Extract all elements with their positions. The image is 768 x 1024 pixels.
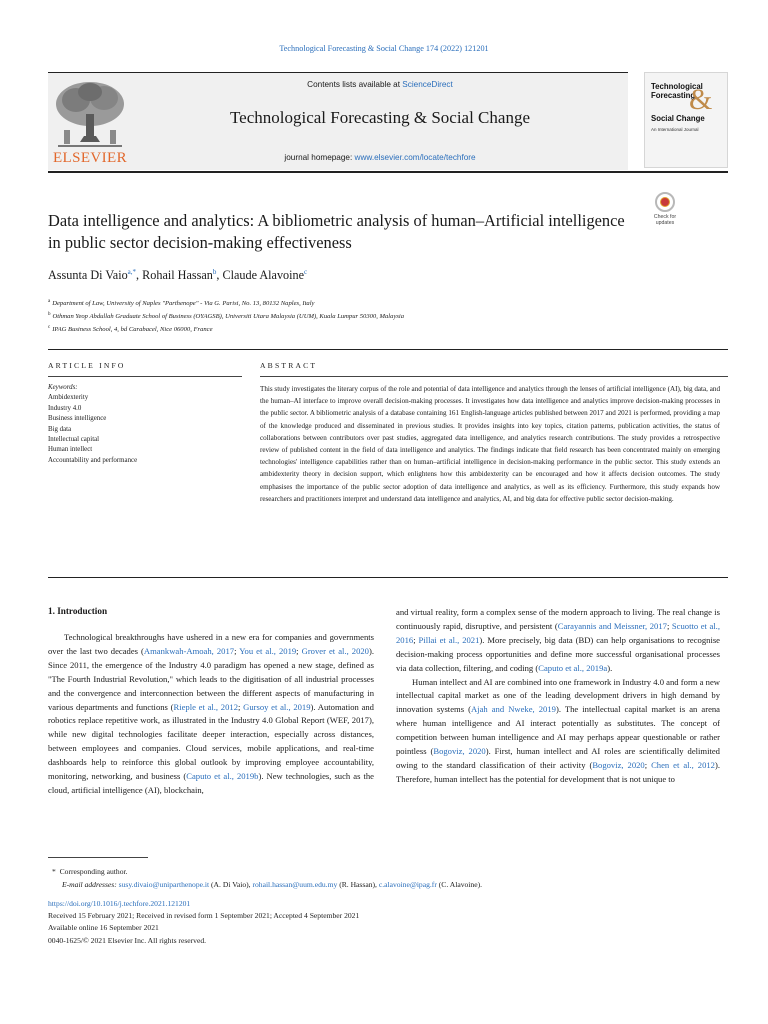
body-column-right (396, 606, 720, 787)
citation-link[interactable]: Chen et al., 2012 (651, 759, 715, 770)
footnotes (52, 865, 732, 891)
author-name[interactable]: Claude Alavoine (222, 268, 305, 282)
intro-paragraph (396, 606, 720, 676)
citation-link[interactable]: Caputo et al., 2019b (186, 771, 259, 782)
email-link[interactable]: c.alavoine@ipag.fr (378, 880, 437, 890)
abstract-rule (260, 376, 728, 377)
intro-paragraph (48, 631, 374, 798)
keyword-item: Ambidexterity (48, 394, 89, 402)
footnote-rule (48, 857, 148, 858)
author-name[interactable]: Rohail Hassan (142, 268, 213, 282)
article-info-rule (48, 376, 242, 377)
available-online: Available online 16 September 2021 (48, 923, 159, 933)
citation-link[interactable]: You et al., 2019 (239, 645, 297, 656)
sciencedirect-link[interactable]: ScienceDirect (402, 80, 453, 89)
citation-link[interactable]: Gursoy et al., 2019 (243, 701, 311, 712)
paragraph-text: ). Since 2011, the emergence of the Industry 4.0 paradigm has opened a new stage, defined as "The Fourth Industrial Revolution," which leads to the digitisation of all industrial processes and the convergence and interconnection between the different aspects of manufacturing in various departments and functions ( (48, 645, 374, 712)
journal-homepage-line (140, 153, 620, 162)
citation-link[interactable]: Amankwah-Amoah, 2017 (143, 645, 235, 656)
cover-ampersand: & (689, 83, 713, 116)
paragraph-text: ; (666, 620, 672, 631)
paragraph-text: Human intellect and AI are combined into one framework in Industry 4.0 and form a new intellectual capital market as one of the leading development drivers in high demand by innovation systems ( (396, 676, 720, 715)
author-name[interactable]: Assunta Di Vaio (48, 268, 128, 282)
intro-paragraph (396, 676, 720, 787)
paragraph-text: and virtual reality, form a complex sense of the modern approach to living. The real change is continuously rapid, disruptive, and persistent ( (396, 607, 720, 631)
journal-homepage-link[interactable]: www.elsevier.com/locate/techfore (354, 153, 476, 162)
cover-title-line-1: Technological (651, 82, 703, 91)
keyword-item: Human intellect (48, 446, 93, 454)
keywords-label: Keywords: (48, 384, 78, 391)
cover-title-line-3: Social Change (651, 114, 705, 123)
paragraph-text: ; (238, 701, 244, 712)
article-info-heading: ARTICLE INFO (48, 361, 126, 370)
keyword-item: Big data (48, 425, 72, 433)
paragraph-text: ; (296, 645, 302, 656)
paragraph-text: ). Automation and robotics replace repetitive work, as illustrated in the Industry 4.0 Global Report (WEF, 2017), while new digital technologies facilitate deeper interaction, especially across distances, between employees and companies. Cloud services, mobile applications, and real-time dashboards help to reinforce this global outlook by improving employee accountability, monitoring, networking, and business ( (48, 701, 374, 782)
doi-link[interactable]: https://doi.org/10.1016/j.techfore.2021.121201 (48, 899, 191, 908)
paragraph-text: Technological breakthroughs have ushered in a new era for companies and governments over the last two decades ( (48, 632, 374, 656)
affiliation-item: $^a$ Department of Law, University of Naples "Parthenope" - Via G. Parisi, No. 13, 80132 Naples, Italy (48, 299, 315, 307)
elsevier-wordmark: ELSEVIER (52, 150, 128, 166)
keyword-item: Accountability and performance (48, 456, 138, 464)
citation-link[interactable]: Ajah and Nweke, 2019 (470, 704, 556, 715)
citation-link[interactable]: Scuotto et al., 2016 (396, 620, 720, 645)
header-rule (48, 171, 728, 173)
journal-title: Technological Forecasting & Social Change (229, 108, 530, 127)
abstract-heading: ABSTRACT (260, 361, 318, 370)
journal-cover-thumbnail[interactable] (644, 72, 728, 168)
section-rule (48, 577, 728, 578)
paragraph-text: ; (644, 759, 652, 770)
author-affiliation-mark[interactable]: b (212, 268, 217, 276)
paragraph-text: ). (607, 662, 613, 673)
paragraph-text: ). The intellectual capital market is an arena where human intelligence and AI interact potentially as substitutes. The concept of competition between human intelligence and AI may perhaps appear questionable or rather pointless ( (396, 704, 720, 757)
contents-availability-line (140, 80, 620, 89)
affiliation-item: $^c$ IPAG Business School, 4, bd Carabacel, Nice 06000, France (48, 325, 213, 333)
check-updates-icon (655, 192, 675, 212)
keyword-item: Intellectual capital (48, 436, 100, 444)
keyword-item: Industry 4.0 (48, 404, 82, 412)
abstract-text: This study investigates the literary corpus of the role and potential of data intelligence and analytics through the lenses of artificial intelligence (AI), big data, and the human–AI interface to improve overall decision-making processes. It investigates how data intelligence and analytics improve decision-making processes in the public sector. A bibliometric analysis of a database containing 161 English-language articles published between 2017 and 2021 is performed, providing a map of the knowledge produced and disseminated in previous studies. It provides insights into key topics, citation patterns, publication activities, the status of collaborations between contributors over past studies, aggregated data intelligence, and analytics research contributions. The study provides a retrospective review of published content in the field of data intelligence and analytics. The findings indicate that field research has been concentrated mainly on emerging technologies' intelligence capabilities rather than on human–artificial intelligence in decision-making performance in the public sector. This study extends an ambidexterity theory in decision support, which enlightens how this ambidexterity can be encouraged and how it affects decision outcomes. The study emphasises the importance of the public sector adoption of data intelligence and analytics, as well as its efficiency. Furthermore, this study expands how researchers and practitioners interpret and understand data intelligence and analytics, AI, and big data for effective public sector decision-making. (260, 385, 720, 503)
keyword-item: Business intelligence (48, 415, 107, 423)
paragraph-text: ; (234, 645, 240, 656)
author-affiliation-mark[interactable]: a,* (127, 268, 137, 276)
check-updates-label: Check for updates (653, 214, 677, 226)
copyright-line: 0040-1625/© 2021 Elsevier Inc. All rights reserved. (48, 935, 207, 945)
check-for-updates-button[interactable] (648, 192, 682, 230)
publication-history (48, 898, 728, 947)
citation-link[interactable]: Bogoviz, 2020 (433, 746, 486, 757)
email-link[interactable]: susy.divaio@uniparthenope.it (118, 880, 210, 890)
section-heading-introduction: 1. Introduction (48, 606, 108, 616)
paragraph-text: ). More precisely, big data (BD) can help organisations to recognise decision-making process opportunities and define more successful organisational processes via data collection, filtering, and coding ( (396, 634, 720, 673)
citation-link[interactable]: Carayannis and Meissner, 2017 (557, 620, 667, 631)
affiliation-item: $^b$ Othman Yeop Abdullah Graduate School of Business (OYAGSB), Universiti Utara Malaysia (UUM), Kuala Lumpur 50300, Malaysia (48, 312, 405, 320)
author-affiliation-mark[interactable]: c (304, 268, 308, 276)
section-rule (48, 349, 728, 350)
received-dates: Received 15 February 2021; Received in revised form 1 September 2021; Accepted 4 September 2021 (48, 911, 360, 921)
article-title: Data intelligence and analytics: A bibliometric analysis of human–Artificial intelligence in public sector decision-making effectiveness (48, 211, 625, 252)
running-head: Technological Forecasting & Social Change 174 (2022) 121201 (279, 44, 489, 53)
paragraph-text: ; (413, 634, 419, 645)
cover-subtitle: An International Journal (651, 127, 699, 132)
email-label: E-mail addresses: (62, 880, 117, 890)
email-addresses: E-mail addresses: susy.divaio@uniparthenope.it (A. Di Vaio), rohail.hassan@uum.edu.my (R. Hassan), c.alavoine@ipag.fr (C. Alavoine). (62, 880, 482, 890)
corresponding-author-note: * Corresponding author. (52, 867, 128, 876)
author-list: Assunta Di Vaio$^{a,*}$, Rohail Hassan$^b$, Claude Alavoine$^c$ (48, 268, 308, 282)
email-link[interactable]: rohail.hassan@uum.edu.my (252, 880, 338, 890)
elsevier-tree-logo-icon (50, 78, 130, 150)
cover-title-line-2: Forecasting (651, 91, 696, 100)
contents-prefix: Contents lists available at (307, 80, 403, 89)
keywords-list (48, 383, 248, 466)
citation-link[interactable]: Pillai et al., 2021 (418, 634, 480, 645)
paragraph-text: ). New technologies, such as the cloud, artificial intelligence (AI), blockchain, (48, 771, 374, 795)
homepage-prefix: journal homepage: (284, 153, 355, 162)
paragraph-text: ). Therefore, human intellect has the potential for development that is not unique to (396, 759, 720, 784)
paragraph-text: ). First, human intellect and AI roles are scientifically delimited owing to the standard classification of their activity ( (396, 746, 720, 770)
affiliation-list (48, 296, 648, 335)
body-column-left (48, 631, 374, 798)
citation-link[interactable]: Bogoviz, 2020 (592, 759, 645, 770)
citation-link[interactable]: Grover et al., 2020 (301, 645, 369, 656)
citation-link[interactable]: Rieple et al., 2012 (173, 701, 238, 712)
citation-link[interactable]: Caputo et al., 2019a (538, 662, 608, 673)
